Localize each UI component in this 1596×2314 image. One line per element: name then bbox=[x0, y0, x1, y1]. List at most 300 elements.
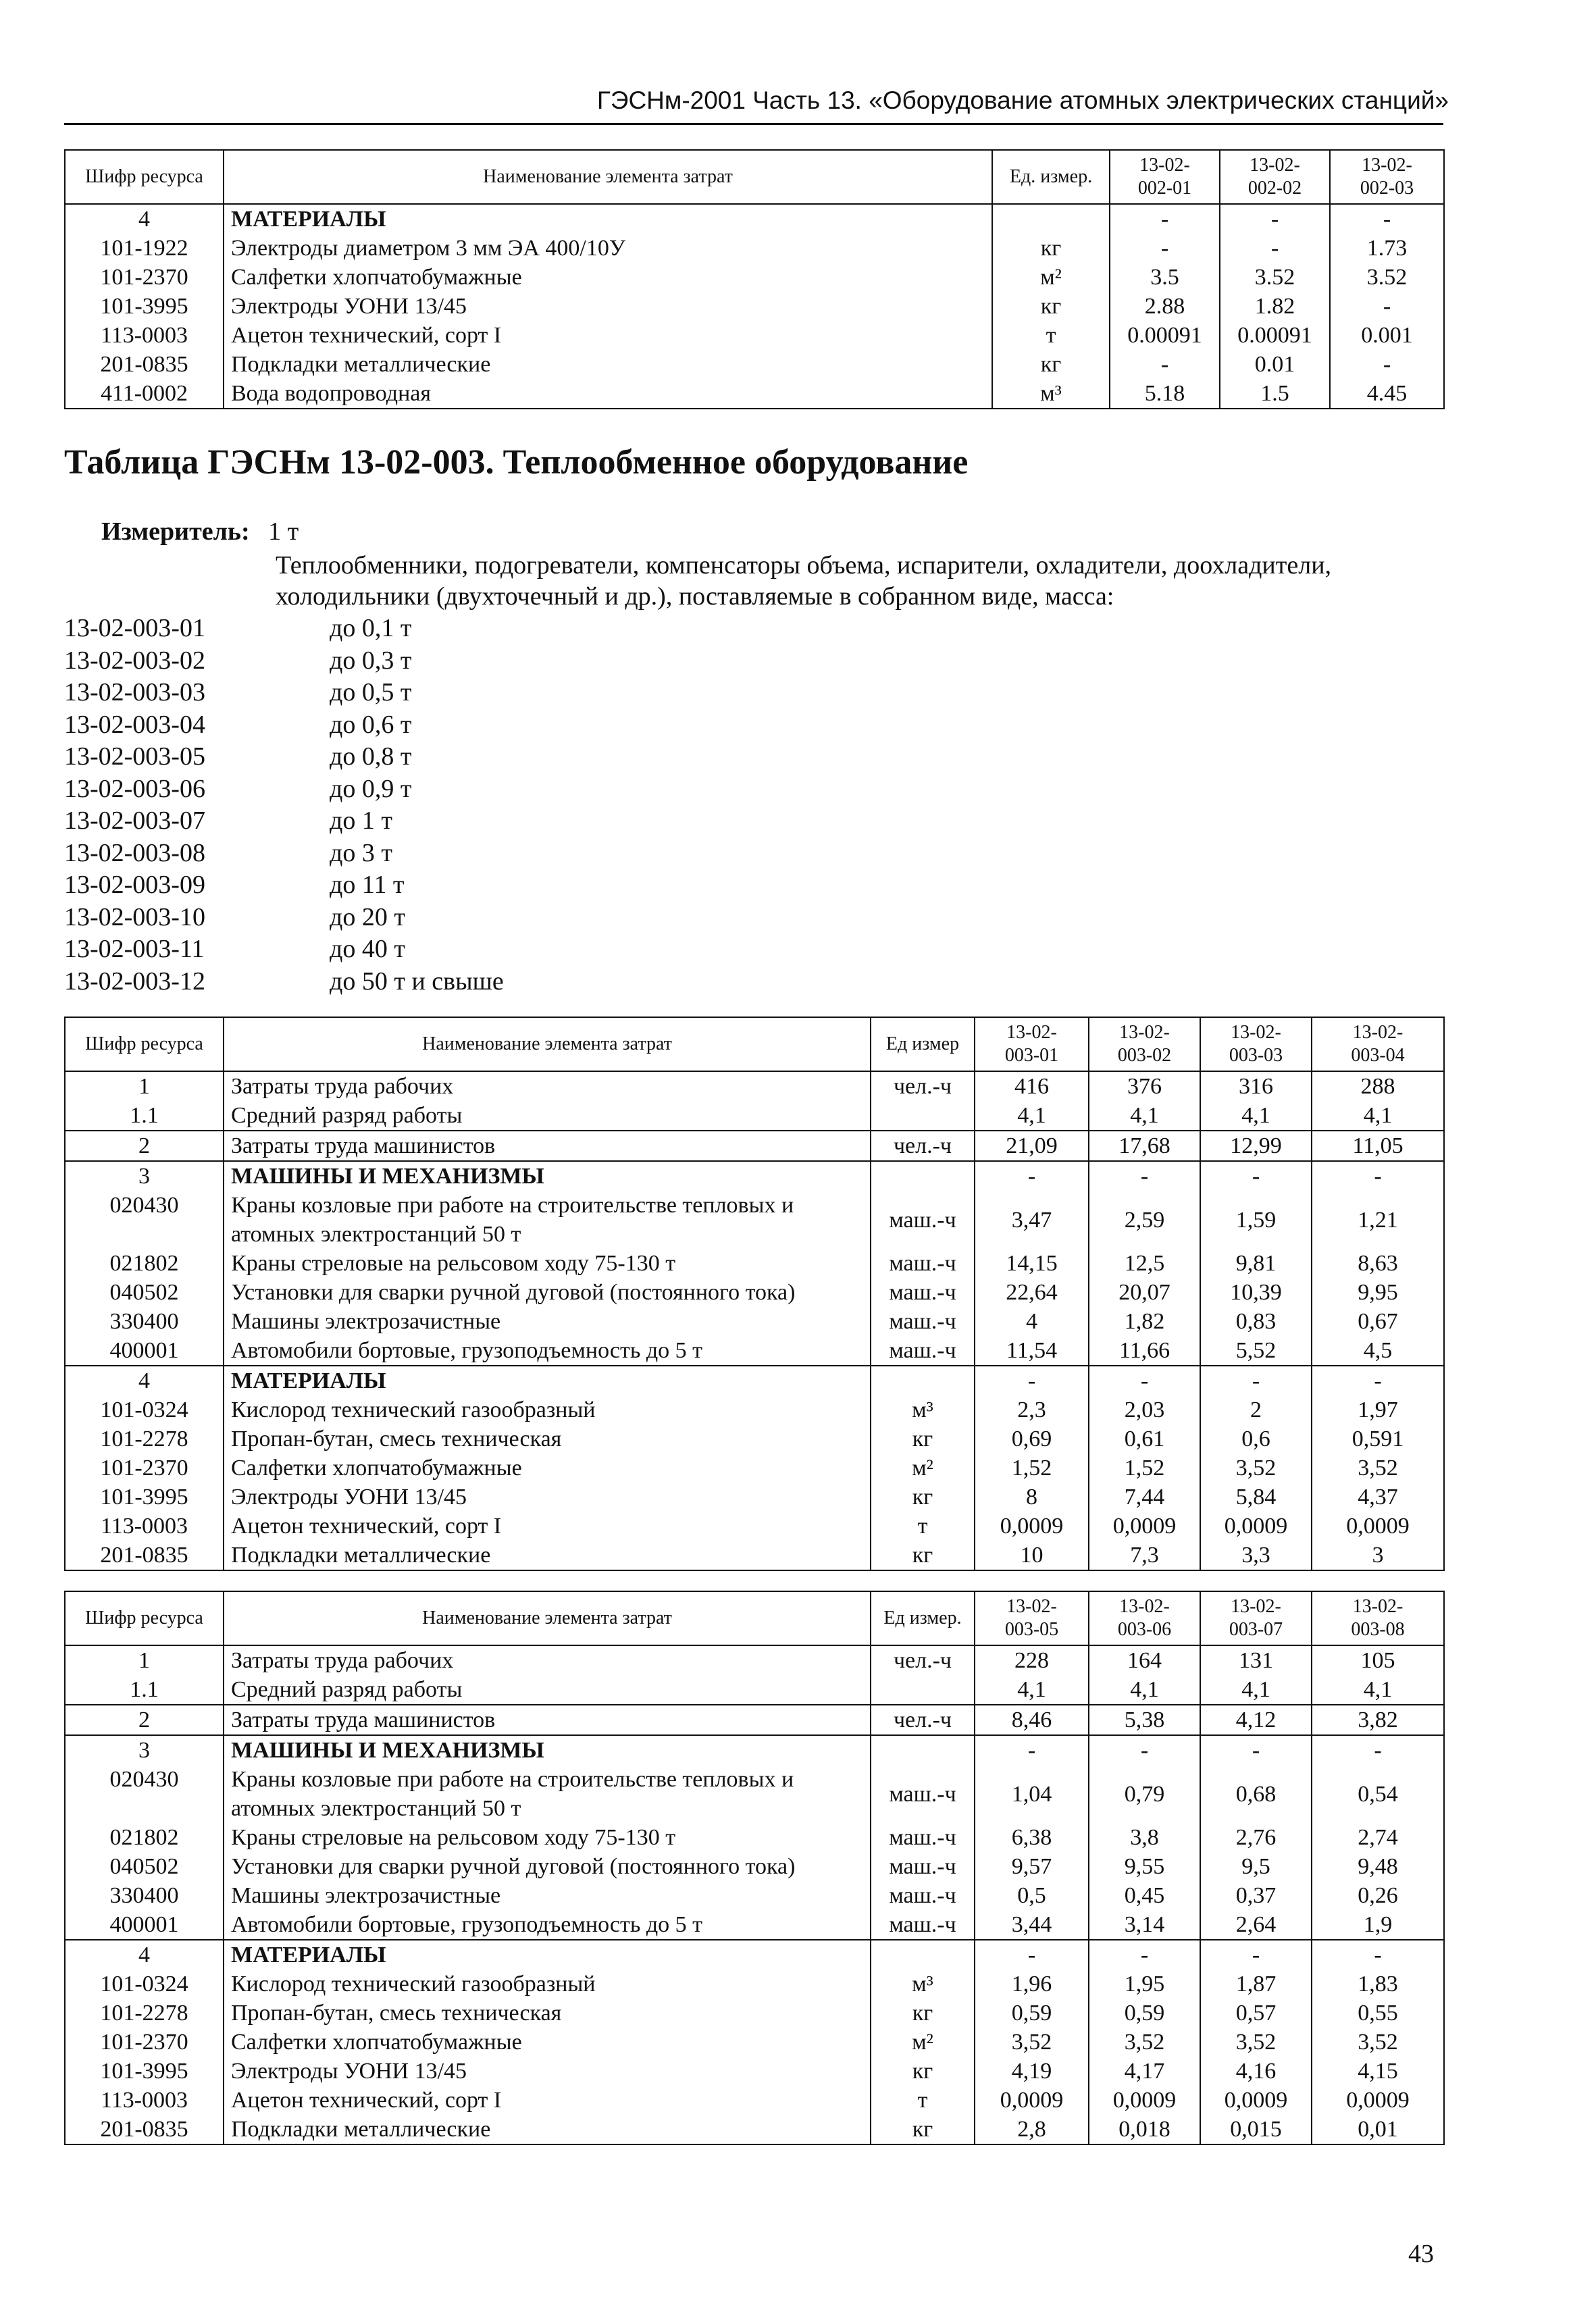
norm-value: 4,17 bbox=[1089, 2057, 1200, 2086]
table-row bbox=[65, 2057, 1444, 2086]
resource-name: Установки для сварки ручной дуговой (постоянного тока) bbox=[224, 1278, 871, 1307]
norm-value: - bbox=[1110, 350, 1220, 379]
norm-value: 2.88 bbox=[1110, 292, 1220, 321]
norm-value: 3,52 bbox=[975, 2028, 1089, 2057]
unit-of-measure: кг bbox=[992, 234, 1110, 263]
norm-value: 3,47 bbox=[975, 1191, 1089, 1249]
norm-value: 1,59 bbox=[1200, 1191, 1312, 1249]
norm-value: 3,82 bbox=[1312, 1705, 1444, 1735]
table-header-row bbox=[65, 1017, 1444, 1071]
col-header-code: Шифр ресурса bbox=[65, 1591, 224, 1645]
norm-value: 1,83 bbox=[1312, 1970, 1444, 1999]
variant-item bbox=[64, 869, 504, 902]
measurer-value: 1 т bbox=[268, 517, 299, 546]
unit-of-measure: маш.-ч bbox=[871, 1823, 975, 1852]
norm-value: 3,44 bbox=[975, 1910, 1089, 1940]
unit-of-measure: т bbox=[992, 321, 1110, 350]
unit-of-measure: маш.-ч bbox=[871, 1249, 975, 1278]
norm-value: 4,1 bbox=[1312, 1675, 1444, 1705]
resource-name: Затраты труда машинистов bbox=[224, 1705, 871, 1735]
norm-value: 3,52 bbox=[1312, 1454, 1444, 1483]
variant-code: 13-02-003-02 bbox=[64, 646, 205, 675]
unit-of-measure bbox=[871, 1161, 975, 1191]
norm-value: - bbox=[975, 1940, 1089, 1970]
unit-of-measure: маш.-ч bbox=[871, 1191, 975, 1249]
norm-value: - bbox=[1089, 1735, 1200, 1765]
table-row bbox=[65, 1675, 1444, 1705]
norm-value: 7,3 bbox=[1089, 1541, 1200, 1570]
resource-name: Ацетон технический, сорт I bbox=[224, 1512, 871, 1541]
table-row bbox=[65, 1131, 1444, 1161]
norm-value: 1,52 bbox=[1089, 1454, 1200, 1483]
norm-value: 0,67 bbox=[1312, 1307, 1444, 1336]
table-title: Таблица ГЭСНм 13-02-003. Теплообменное оборудование bbox=[64, 443, 969, 482]
norm-value: - bbox=[1312, 1161, 1444, 1191]
table-row bbox=[65, 1999, 1444, 2028]
table-row bbox=[65, 1307, 1444, 1336]
norm-value: - bbox=[1312, 1735, 1444, 1765]
table-row bbox=[65, 1366, 1444, 1395]
variant-code: 13-02-003-09 bbox=[64, 871, 205, 899]
unit-of-measure: маш.-ч bbox=[871, 1881, 975, 1910]
resource-code: 330400 bbox=[65, 1307, 224, 1336]
table-row bbox=[65, 1705, 1444, 1735]
table-row bbox=[65, 1910, 1444, 1940]
resource-name: МАШИНЫ И МЕХАНИЗМЫ bbox=[224, 1735, 871, 1765]
norm-value: - bbox=[1220, 234, 1330, 263]
table-row bbox=[65, 1249, 1444, 1278]
resource-code: 1.1 bbox=[65, 1675, 224, 1705]
variant-code: 13-02-003-07 bbox=[64, 806, 205, 835]
resource-code: 330400 bbox=[65, 1881, 224, 1910]
unit-of-measure: м² bbox=[871, 2028, 975, 2057]
norm-value: 11,54 bbox=[975, 1336, 1089, 1366]
table-row bbox=[65, 2028, 1444, 2057]
norm-value: 17,68 bbox=[1089, 1131, 1200, 1161]
unit-of-measure: м² bbox=[871, 1454, 975, 1483]
resource-code: 040502 bbox=[65, 1278, 224, 1307]
variant-mass: до 11 т bbox=[330, 871, 405, 899]
resource-code: 021802 bbox=[65, 1823, 224, 1852]
norm-value: 10,39 bbox=[1200, 1278, 1312, 1307]
resource-code: 4 bbox=[65, 1366, 224, 1395]
resource-name: Электроды УОНИ 13/45 bbox=[224, 2057, 871, 2086]
resource-name: Электроды УОНИ 13/45 bbox=[224, 1483, 871, 1512]
norm-value: 4,1 bbox=[1089, 1101, 1200, 1131]
variant-mass: до 0,1 т bbox=[330, 614, 412, 642]
table-row bbox=[65, 1541, 1444, 1570]
resource-name: МАТЕРИАЛЫ bbox=[224, 1940, 871, 1970]
work-description: Теплообменники, подогреватели, компенсаторы объема, испарители, охладители, доохладители, холодильники (двухточечный и др.), поставляемые в собранном виде, масса: bbox=[276, 551, 1332, 611]
norm-value: 9,57 bbox=[975, 1852, 1089, 1881]
norm-value: 0,0009 bbox=[975, 2086, 1089, 2115]
norm-value: 3.5 bbox=[1110, 263, 1220, 292]
unit-of-measure: м² bbox=[992, 263, 1110, 292]
norm-value: 10 bbox=[975, 1541, 1089, 1570]
resource-name: Затраты труда машинистов bbox=[224, 1131, 871, 1161]
norm-value: - bbox=[1110, 204, 1220, 234]
resource-code: 201-0835 bbox=[65, 2115, 224, 2144]
unit-of-measure bbox=[871, 1675, 975, 1705]
col-header-v2: 13-02- 002-02 bbox=[1220, 150, 1330, 204]
resource-name: Салфетки хлопчатобумажные bbox=[224, 263, 992, 292]
norm-value: 4,19 bbox=[975, 2057, 1089, 2086]
resource-name: Подкладки металлические bbox=[224, 1541, 871, 1570]
unit-of-measure: кг bbox=[992, 292, 1110, 321]
norm-value: 0,59 bbox=[975, 1999, 1089, 2028]
norm-value: 0,55 bbox=[1312, 1999, 1444, 2028]
resource-name: Средний разряд работы bbox=[224, 1675, 871, 1705]
col-header-v1: 13-02- 003-05 bbox=[975, 1591, 1089, 1645]
norm-value: 2,74 bbox=[1312, 1823, 1444, 1852]
norm-value: 1,95 bbox=[1089, 1970, 1200, 1999]
norm-value: 14,15 bbox=[975, 1249, 1089, 1278]
variant-item bbox=[64, 709, 504, 742]
norm-value: 0.001 bbox=[1330, 321, 1444, 350]
norm-value: 0,01 bbox=[1312, 2115, 1444, 2144]
variant-item bbox=[64, 933, 504, 966]
resource-name: МАТЕРИАЛЫ bbox=[224, 204, 992, 234]
variant-mass: до 3 т bbox=[330, 838, 392, 867]
norm-value: 3,52 bbox=[1200, 1454, 1312, 1483]
table-row bbox=[65, 1278, 1444, 1307]
resource-code: 020430 bbox=[65, 1765, 224, 1823]
norm-value: 0,0009 bbox=[1200, 2086, 1312, 2115]
table-row bbox=[65, 1454, 1444, 1483]
resource-code: 400001 bbox=[65, 1910, 224, 1940]
unit-of-measure bbox=[871, 1101, 975, 1131]
table-row bbox=[65, 263, 1444, 292]
variant-item bbox=[64, 773, 504, 806]
norm-value: - bbox=[1330, 204, 1444, 234]
norm-value: 1,21 bbox=[1312, 1191, 1444, 1249]
table-row bbox=[65, 2115, 1444, 2144]
resource-name: Пропан-бутан, смесь техническая bbox=[224, 1424, 871, 1454]
table-row bbox=[65, 204, 1444, 234]
norm-value: 0,68 bbox=[1200, 1765, 1312, 1823]
unit-of-measure bbox=[871, 1735, 975, 1765]
norm-value: 0,83 bbox=[1200, 1307, 1312, 1336]
unit-of-measure: маш.-ч bbox=[871, 1765, 975, 1823]
variant-code: 13-02-003-10 bbox=[64, 902, 205, 931]
norm-value: 20,07 bbox=[1089, 1278, 1200, 1307]
norm-value: 0.01 bbox=[1220, 350, 1330, 379]
unit-of-measure: кг bbox=[871, 1424, 975, 1454]
norm-value: - bbox=[975, 1735, 1089, 1765]
norm-value: 0,0009 bbox=[1312, 1512, 1444, 1541]
resource-code: 101-2370 bbox=[65, 263, 224, 292]
table-row bbox=[65, 350, 1444, 379]
table-row bbox=[65, 292, 1444, 321]
resource-code: 201-0835 bbox=[65, 1541, 224, 1570]
norm-value: 0,0009 bbox=[1312, 2086, 1444, 2115]
unit-of-measure: м³ bbox=[992, 379, 1110, 409]
resource-code: 400001 bbox=[65, 1336, 224, 1366]
norm-value: 2,03 bbox=[1089, 1395, 1200, 1424]
table-row bbox=[65, 1735, 1444, 1765]
table-row bbox=[65, 1970, 1444, 1999]
variant-item bbox=[64, 645, 504, 677]
norm-value: - bbox=[1200, 1161, 1312, 1191]
resource-name: Салфетки хлопчатобумажные bbox=[224, 2028, 871, 2057]
resource-name: Затраты труда рабочих bbox=[224, 1071, 871, 1101]
norm-value: - bbox=[1200, 1735, 1312, 1765]
norm-value: 1,52 bbox=[975, 1454, 1089, 1483]
resource-code: 101-3995 bbox=[65, 292, 224, 321]
norm-value: 1,97 bbox=[1312, 1395, 1444, 1424]
resource-name: Подкладки металлические bbox=[224, 350, 992, 379]
norm-value: 3.52 bbox=[1330, 263, 1444, 292]
resource-code: 3 bbox=[65, 1161, 224, 1191]
norm-value: 0,591 bbox=[1312, 1424, 1444, 1454]
norm-value: 4 bbox=[975, 1307, 1089, 1336]
norm-value: 0.00091 bbox=[1110, 321, 1220, 350]
norm-value: 376 bbox=[1089, 1071, 1200, 1101]
resource-code: 1.1 bbox=[65, 1101, 224, 1131]
resource-code: 4 bbox=[65, 1940, 224, 1970]
resource-code: 101-0324 bbox=[65, 1395, 224, 1424]
norm-value: 2,59 bbox=[1089, 1191, 1200, 1249]
table-row bbox=[65, 1071, 1444, 1101]
variant-code: 13-02-003-03 bbox=[64, 678, 205, 706]
norm-value: - bbox=[1330, 350, 1444, 379]
resource-name: МАШИНЫ И МЕХАНИЗМЫ bbox=[224, 1161, 871, 1191]
resource-name: Кислород технический газообразный bbox=[224, 1395, 871, 1424]
norm-value: 4,1 bbox=[1200, 1675, 1312, 1705]
table-row bbox=[65, 1512, 1444, 1541]
resource-table-13-02-003-01-04 bbox=[64, 1017, 1445, 1571]
variant-code: 13-02-003-11 bbox=[64, 935, 205, 963]
norm-value: 0,57 bbox=[1200, 1999, 1312, 2028]
norm-value: 21,09 bbox=[975, 1131, 1089, 1161]
resource-name: Краны стреловые на рельсовом ходу 75-130 т bbox=[224, 1823, 871, 1852]
norm-value: 12,5 bbox=[1089, 1249, 1200, 1278]
variant-item bbox=[64, 677, 504, 709]
norm-value: - bbox=[1089, 1940, 1200, 1970]
norm-value: 228 bbox=[975, 1645, 1089, 1675]
col-header-name: Наименование элемента затрат bbox=[224, 150, 992, 204]
resource-code: 201-0835 bbox=[65, 350, 224, 379]
resource-name: Салфетки хлопчатобумажные bbox=[224, 1454, 871, 1483]
unit-of-measure: кг bbox=[871, 1999, 975, 2028]
resource-code: 113-0003 bbox=[65, 1512, 224, 1541]
norm-value: 0,0009 bbox=[1200, 1512, 1312, 1541]
resource-name: Краны козловые при работе на строительстве тепловых и атомных электростанций 50 т bbox=[224, 1765, 871, 1823]
unit-of-measure: маш.-ч bbox=[871, 1278, 975, 1307]
norm-value: 0,015 bbox=[1200, 2115, 1312, 2144]
norm-value: 7,44 bbox=[1089, 1483, 1200, 1512]
table-row bbox=[65, 1852, 1444, 1881]
norm-value: 0,54 bbox=[1312, 1765, 1444, 1823]
norm-value: 9,55 bbox=[1089, 1852, 1200, 1881]
col-header-v2: 13-02- 003-02 bbox=[1089, 1017, 1200, 1071]
variant-mass: до 40 т bbox=[330, 935, 405, 963]
resource-code: 101-2370 bbox=[65, 2028, 224, 2057]
resource-code: 101-3995 bbox=[65, 1483, 224, 1512]
col-header-name: Наименование элемента затрат bbox=[224, 1591, 871, 1645]
table-row bbox=[65, 1940, 1444, 1970]
table-row bbox=[65, 1765, 1444, 1823]
norm-value: 4,1 bbox=[975, 1101, 1089, 1131]
norm-value: - bbox=[1089, 1161, 1200, 1191]
norm-value: 0,37 bbox=[1200, 1881, 1312, 1910]
resource-name: Установки для сварки ручной дуговой (постоянного тока) bbox=[224, 1852, 871, 1881]
resource-name: Ацетон технический, сорт I bbox=[224, 321, 992, 350]
col-header-v1: 13-02- 002-01 bbox=[1110, 150, 1220, 204]
variant-mass: до 0,6 т bbox=[330, 710, 412, 739]
norm-value: 105 bbox=[1312, 1645, 1444, 1675]
table-row bbox=[65, 379, 1444, 409]
norm-value: 11,66 bbox=[1089, 1336, 1200, 1366]
norm-value: 3.52 bbox=[1220, 263, 1330, 292]
norm-value: 4,16 bbox=[1200, 2057, 1312, 2086]
norm-value: 0,61 bbox=[1089, 1424, 1200, 1454]
resource-code: 113-0003 bbox=[65, 2086, 224, 2115]
unit-of-measure: м³ bbox=[871, 1395, 975, 1424]
variant-mass: до 20 т bbox=[330, 902, 405, 931]
variant-item bbox=[64, 741, 504, 773]
norm-value: 5,84 bbox=[1200, 1483, 1312, 1512]
resource-name: Машины электрозачистные bbox=[224, 1881, 871, 1910]
resource-name: Электроды диаметром 3 мм ЭА 400/10У bbox=[224, 234, 992, 263]
variant-mass: до 0,3 т bbox=[330, 646, 412, 675]
norm-value: 316 bbox=[1200, 1071, 1312, 1101]
table-header-row bbox=[65, 1591, 1444, 1645]
col-header-v4: 13-02- 003-04 bbox=[1312, 1017, 1444, 1071]
page-number: 43 bbox=[1408, 2240, 1434, 2268]
resource-code: 021802 bbox=[65, 1249, 224, 1278]
norm-value: 3,52 bbox=[1089, 2028, 1200, 2057]
norm-value: 3,52 bbox=[1312, 2028, 1444, 2057]
norm-value: 3,8 bbox=[1089, 1823, 1200, 1852]
resource-name: Ацетон технический, сорт I bbox=[224, 2086, 871, 2115]
variant-mass: до 0,8 т bbox=[330, 742, 412, 771]
table-row bbox=[65, 1881, 1444, 1910]
resource-name: Пропан-бутан, смесь техническая bbox=[224, 1999, 871, 2028]
resource-name: Кислород технический газообразный bbox=[224, 1970, 871, 1999]
norm-value: 1.82 bbox=[1220, 292, 1330, 321]
resource-code: 1 bbox=[65, 1071, 224, 1101]
table-row bbox=[65, 1161, 1444, 1191]
col-header-unit: Ед измер. bbox=[871, 1591, 975, 1645]
norm-value: 416 bbox=[975, 1071, 1089, 1101]
resource-name: Электроды УОНИ 13/45 bbox=[224, 292, 992, 321]
norm-value: 0,79 bbox=[1089, 1765, 1200, 1823]
norm-value: - bbox=[1110, 234, 1220, 263]
norm-value: 0,26 bbox=[1312, 1881, 1444, 1910]
norm-value: 4,37 bbox=[1312, 1483, 1444, 1512]
norm-value: 9,5 bbox=[1200, 1852, 1312, 1881]
norm-value: 0,0009 bbox=[1089, 1512, 1200, 1541]
variant-item bbox=[64, 838, 504, 870]
norm-value: 9,95 bbox=[1312, 1278, 1444, 1307]
resource-name: Краны стреловые на рельсовом ходу 75-130 т bbox=[224, 1249, 871, 1278]
unit-of-measure: чел.-ч bbox=[871, 1705, 975, 1735]
norm-value: 1,04 bbox=[975, 1765, 1089, 1823]
resource-code: 4 bbox=[65, 204, 224, 234]
variant-item bbox=[64, 805, 504, 838]
table-row bbox=[65, 1645, 1444, 1675]
col-header-v2: 13-02- 003-06 bbox=[1089, 1591, 1200, 1645]
resource-code: 101-2278 bbox=[65, 1999, 224, 2028]
norm-value: - bbox=[975, 1161, 1089, 1191]
norm-value: 131 bbox=[1200, 1645, 1312, 1675]
resource-name: Подкладки металлические bbox=[224, 2115, 871, 2144]
unit-of-measure: м³ bbox=[871, 1970, 975, 1999]
resource-name: Средний разряд работы bbox=[224, 1101, 871, 1131]
norm-value: 0.00091 bbox=[1220, 321, 1330, 350]
unit-of-measure: маш.-ч bbox=[871, 1852, 975, 1881]
norm-value: 2 bbox=[1200, 1395, 1312, 1424]
unit-of-measure: т bbox=[871, 1512, 975, 1541]
norm-value: 3 bbox=[1312, 1541, 1444, 1570]
variant-mass: до 50 т и свыше bbox=[330, 967, 504, 996]
resource-code: 411-0002 bbox=[65, 379, 224, 409]
resource-code: 101-3995 bbox=[65, 2057, 224, 2086]
col-header-v3: 13-02- 003-07 bbox=[1200, 1591, 1312, 1645]
resource-code: 2 bbox=[65, 1131, 224, 1161]
norm-value: 0,59 bbox=[1089, 1999, 1200, 2028]
resource-code: 101-1922 bbox=[65, 234, 224, 263]
norm-value: - bbox=[975, 1366, 1089, 1395]
norm-value: 5,38 bbox=[1089, 1705, 1200, 1735]
norm-value: 9,48 bbox=[1312, 1852, 1444, 1881]
unit-of-measure: чел.-ч bbox=[871, 1645, 975, 1675]
resource-name: Краны козловые при работе на строительстве тепловых и атомных электростанций 50 т bbox=[224, 1191, 871, 1249]
norm-value: 3,52 bbox=[1200, 2028, 1312, 2057]
unit-of-measure: кг bbox=[871, 2057, 975, 2086]
measurer-label: Измеритель: bbox=[101, 517, 250, 546]
table-row bbox=[65, 1336, 1444, 1366]
unit-of-measure: чел.-ч bbox=[871, 1071, 975, 1101]
norm-value: 1,82 bbox=[1089, 1307, 1200, 1336]
norm-value: 8,63 bbox=[1312, 1249, 1444, 1278]
norm-value: 2,8 bbox=[975, 2115, 1089, 2144]
table-row bbox=[65, 1424, 1444, 1454]
col-header-unit: Ед измер bbox=[871, 1017, 975, 1071]
norm-value: 3,14 bbox=[1089, 1910, 1200, 1940]
table-row bbox=[65, 234, 1444, 263]
col-header-v4: 13-02- 003-08 bbox=[1312, 1591, 1444, 1645]
unit-of-measure bbox=[871, 1940, 975, 1970]
resource-code: 1 bbox=[65, 1645, 224, 1675]
norm-value: 8 bbox=[975, 1483, 1089, 1512]
norm-value: 0,69 bbox=[975, 1424, 1089, 1454]
resource-name: Затраты труда рабочих bbox=[224, 1645, 871, 1675]
variant-code: 13-02-003-12 bbox=[64, 967, 205, 996]
col-header-code: Шифр ресурса bbox=[65, 150, 224, 204]
norm-value: - bbox=[1220, 204, 1330, 234]
norm-value: 1.73 bbox=[1330, 234, 1444, 263]
col-header-name: Наименование элемента затрат bbox=[224, 1017, 871, 1071]
table-header-row bbox=[65, 150, 1444, 204]
resource-name: МАТЕРИАЛЫ bbox=[224, 1366, 871, 1395]
norm-value: 2,64 bbox=[1200, 1910, 1312, 1940]
norm-value: - bbox=[1089, 1366, 1200, 1395]
norm-value: - bbox=[1312, 1366, 1444, 1395]
norm-value: 4,1 bbox=[1200, 1101, 1312, 1131]
norm-value: 164 bbox=[1089, 1645, 1200, 1675]
norm-value: - bbox=[1330, 292, 1444, 321]
resource-name: Автомобили бортовые, грузоподъемность до 5 т bbox=[224, 1336, 871, 1366]
resource-code: 040502 bbox=[65, 1852, 224, 1881]
resource-name: Вода водопроводная bbox=[224, 379, 992, 409]
norm-value: 1,87 bbox=[1200, 1970, 1312, 1999]
resource-code: 101-2370 bbox=[65, 1454, 224, 1483]
resource-table-13-02-002 bbox=[64, 149, 1445, 409]
resource-code: 113-0003 bbox=[65, 321, 224, 350]
resource-name: Автомобили бортовые, грузоподъемность до 5 т bbox=[224, 1910, 871, 1940]
